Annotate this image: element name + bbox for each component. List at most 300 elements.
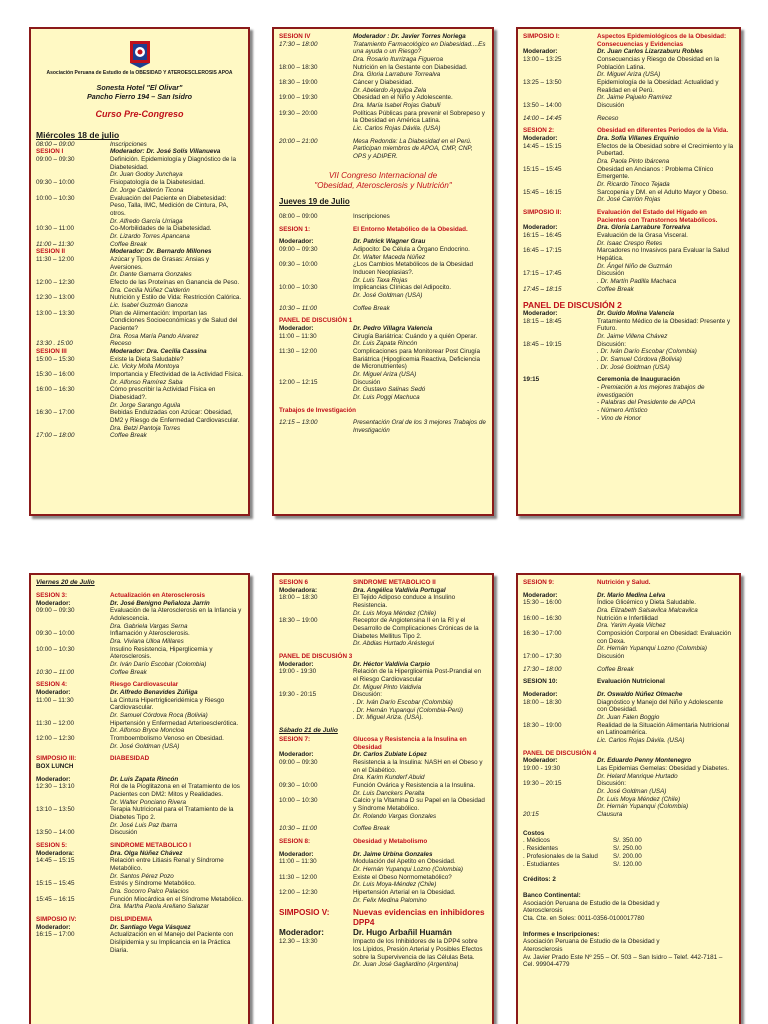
talk-title: Discusión: xyxy=(597,780,627,788)
moderator-name: Dr. Alfredo Benavides Zúñiga xyxy=(110,688,198,696)
time-slot: SIMPOSIO IV: xyxy=(36,916,77,924)
session-row xyxy=(36,148,243,156)
moderator-label: Moderador: xyxy=(279,751,314,759)
time-slot: SESIÓN 4: xyxy=(36,681,68,689)
talk-title: Dra. Elizabeth Salsavilca Malcavilca xyxy=(597,607,698,615)
moderator-label: Moderador: xyxy=(36,775,71,783)
session-title: Aspectos Epidemiológicos de la Obesidad: Consecuencias y Evidencias xyxy=(597,33,727,48)
time-slot: 13:50 – 14:00 xyxy=(36,829,75,837)
schedule-row xyxy=(36,880,243,888)
talk-title: Dra. Karim Kunderf Abuid xyxy=(353,774,425,782)
cost-amount: S/. 120.00 xyxy=(613,860,642,868)
moderator-label: Moderador: xyxy=(279,928,325,938)
talk-title: Lic. Vicky Molla Montoya xyxy=(110,363,180,371)
talk-title: Dr. Iván Darío Escobar (Colombia) xyxy=(110,660,207,668)
schedule-row xyxy=(36,822,243,830)
talk-title: Dr. Hernán Yupanqui Lozno (Colombia) xyxy=(353,866,464,874)
talk-title: Discusión xyxy=(353,378,381,386)
detail-line: Cta. Cte. en Soles: 0011-0356-0100017780 xyxy=(523,914,645,922)
talk-title: Resistencia a la Insulina: NASH en el Obeso y en el Diabético. xyxy=(353,759,483,774)
schedule-row xyxy=(36,233,243,241)
moderator-row xyxy=(36,600,243,608)
section-heading: Trabajos de Investigación xyxy=(279,406,356,414)
cost-amount: S/. 250.00 xyxy=(613,845,642,853)
time-slot: 12:00 – 12:30 xyxy=(279,889,318,897)
time-slot: 09:00 – 09:30 xyxy=(36,156,75,164)
schedule-row xyxy=(36,896,243,904)
org-name: Asociación Peruana de Estudio de la OBESIDAD Y ATEROESCLEROSIS APOA xyxy=(46,70,233,76)
cost-amount: S/. 200.00 xyxy=(613,852,642,860)
talk-title: Consecuencias y Riesgo de Obesidad en la Población Latina. xyxy=(597,56,720,71)
time-slot: 13:50 – 14:00 xyxy=(523,102,562,110)
schedule-row xyxy=(279,333,487,341)
schedule-2 xyxy=(523,310,734,422)
time-slot: 19:00 – 19:30 xyxy=(279,94,318,102)
talk-title: Dr. Helard Manrique Hurtado xyxy=(597,772,678,780)
session-row xyxy=(523,33,734,48)
schedule-row xyxy=(36,669,243,677)
moderator-row xyxy=(523,757,734,765)
schedule-row xyxy=(279,94,487,102)
time-slot: 18:45 – 19:15 xyxy=(523,340,562,348)
time-slot: 11:30 – 12:00 xyxy=(36,255,75,263)
course-title: Curso Pre-Congreso xyxy=(95,109,184,120)
simposio-5-moderator-row xyxy=(279,928,487,938)
schedule-row xyxy=(36,195,243,218)
schedule-row xyxy=(279,691,487,699)
time-slot: SESION I xyxy=(36,148,64,156)
session-title: Moderador : Dr. Javier Torres Noriega xyxy=(353,33,466,40)
moderator-name: Dr. Eduardo Penny Montenegro xyxy=(597,757,692,765)
moderator-name: Dr. Patrick Wagner Grau xyxy=(353,238,426,246)
session-row xyxy=(279,838,487,846)
schedule xyxy=(523,33,734,294)
time-slot: 11:30 – 12:00 xyxy=(279,873,318,881)
schedule-row xyxy=(36,371,243,379)
schedule-row xyxy=(279,707,487,715)
time-slot: 18:30 – 19:00 xyxy=(523,721,562,729)
schedule-row xyxy=(36,661,243,669)
schedule-row xyxy=(279,897,487,905)
talk-title: Receso xyxy=(597,114,619,122)
moderator-label: Moderador: xyxy=(36,923,71,931)
schedule-row xyxy=(36,225,243,233)
talk-title: Coffee Break xyxy=(597,665,634,673)
schedule-row xyxy=(279,79,487,87)
time-slot: 10:30 – 11:00 xyxy=(279,304,318,312)
schedule-row xyxy=(523,714,734,722)
time-slot: SESION II xyxy=(36,248,66,256)
apoa-logo-icon xyxy=(127,39,153,69)
talk-title: Coffee Break xyxy=(597,285,634,293)
talk-title: Rol de la Pioglitazona en el Tratamiento de los Pacientes con DM2: Mitos y Realidades. xyxy=(110,783,240,799)
moderator-row xyxy=(36,924,243,932)
time-slot: 16:30 – 17:00 xyxy=(36,409,75,417)
schedule-row xyxy=(36,310,243,333)
time-slot: 19:00 - 19:30 xyxy=(279,668,317,676)
time-slot: 15:30 – 16:00 xyxy=(523,599,562,607)
moderator-label: Moderador: xyxy=(523,135,558,143)
talk-title: Insulino Resistencia, Hiperglicemia y Aterosclerosis. xyxy=(110,645,213,661)
talk-title: Cómo prescribir la Actividad Física en Diabesidad?. xyxy=(110,386,216,401)
session-title: Moderador: Dra. Cecilia Cassina xyxy=(110,347,207,355)
talk-title: Definición. Epidemiología y Diagnóstico de la Diabetesidad. xyxy=(110,156,237,171)
apoa-logo xyxy=(36,39,243,69)
schedule-row xyxy=(279,284,487,292)
talk-title: . Dr. Samuel Córdova (Bolivia) xyxy=(597,355,682,363)
bank-details xyxy=(523,900,734,923)
moderator-label: Moderador: xyxy=(279,238,314,246)
talk-title: Dr. Abdias Hurtado Aréstegui xyxy=(353,640,435,648)
moderator-row xyxy=(523,48,734,56)
time-slot: 20:15 xyxy=(523,811,539,819)
time-slot: 10:30 – 11:00 xyxy=(36,225,75,233)
schedule-row xyxy=(36,712,243,720)
session-row xyxy=(279,33,487,41)
schedule-row xyxy=(523,56,734,71)
talk-title: Discusión: xyxy=(353,691,383,699)
time-slot: 11:00 – 11:30 xyxy=(36,240,74,248)
schedule-row xyxy=(523,143,734,158)
moderator-label: Moderador: xyxy=(523,48,558,56)
time-slot: SIMPOSIO I: xyxy=(523,33,560,40)
program-panel-6 xyxy=(516,573,741,1024)
talk-title: Sarcopenia y DM. en el Adulto Mayor y Obeso. xyxy=(597,188,728,196)
schedule-row xyxy=(279,813,487,821)
time-slot: 18:30 – 19:00 xyxy=(279,79,318,87)
talk-title: Dra. Betzi Pantoja Torres xyxy=(110,424,181,432)
time-slot: 15:45 – 16:15 xyxy=(523,188,562,196)
talk-title: Dr. Luis Danckers Peralta xyxy=(353,789,425,797)
talk-title: Dr. Luis Taxa Rojas xyxy=(353,276,408,284)
talk-title: Políticas Públicas para prevenir el Sobrepeso y la Obesidad en América Latina. xyxy=(353,109,485,125)
talk-title: Calcio y la Vitamina D su Papel en la Obesidad y Síndrome Metabólico. xyxy=(353,797,485,813)
schedule-row xyxy=(523,773,734,781)
time-slot: 16:00 – 16:30 xyxy=(523,614,562,622)
schedule-row xyxy=(523,196,734,204)
talk-title: Diagnóstico y Manejo del Niño y Adolescente con Obesidad. xyxy=(597,698,724,714)
schedule-row xyxy=(36,356,243,364)
moderator-name: Dr. Luis Zapata Rincón xyxy=(110,775,179,783)
session-row xyxy=(36,592,243,600)
cost-row xyxy=(523,837,734,845)
venue xyxy=(36,83,243,102)
section-heading: PANEL DE DISCUSIÓN 1 xyxy=(279,317,353,325)
talk-title: Modulación del Apetito en Obesidad. xyxy=(353,858,456,866)
schedule-row xyxy=(523,318,734,333)
moderator-row xyxy=(523,224,734,232)
schedule-row xyxy=(36,623,243,631)
talk-title: Composición Corporal en Obesidad: Evaluación con Dexa. xyxy=(597,630,732,645)
moderator-name: Dra. Sofía Villanes Erquinio xyxy=(597,135,679,143)
info-heading: Informes e Inscripciones: xyxy=(523,930,600,938)
talk-title: . Dr. Martín Padilla Machaca xyxy=(597,278,677,286)
talk-title: Evaluación de la Aterosclerosis en la Infancia y Adolescencia. xyxy=(110,607,242,622)
talk-title: Impacto de los Inhibidores de la DPP4 sobre los Lípidos, Presión Arterial y Posibles Efectos sobre la Supervivencia de las Células Beta. xyxy=(353,938,483,961)
time-slot: 09:00 – 09:30 xyxy=(279,246,318,254)
time-slot: 09:00 – 09:30 xyxy=(279,759,318,767)
time-slot: 19:15 xyxy=(523,376,540,384)
schedule-row xyxy=(279,87,487,95)
talk-title: Azúcar y Tipos de Grasas: Ansias y Aversiones. xyxy=(110,255,210,271)
program-panel-3 xyxy=(516,27,741,516)
schedule-row xyxy=(36,379,243,387)
time-slot: 15:15 – 15:45 xyxy=(523,165,562,173)
talk-title: Receptor de Angiotensina II en la RI y el Desarrollo de Complicaciones Crónicas de la Diabetes Mellitus Tipo 2. xyxy=(353,617,479,640)
talk-title: Discusión xyxy=(110,829,138,837)
schedule-row xyxy=(36,425,243,433)
schedule-row xyxy=(36,340,243,348)
schedule-row xyxy=(279,714,487,722)
detail-line: Asociación Peruana de Estudio de la Obesidad y xyxy=(523,938,660,946)
costs-list xyxy=(523,837,734,868)
talk-title: Dr. José Goldman (USA) xyxy=(597,788,667,796)
moderator-label: Moderador: xyxy=(279,850,314,858)
talk-title: Dr. Miguel Pinto Valdivia xyxy=(353,683,422,691)
schedule-row xyxy=(36,179,243,187)
schedule-row xyxy=(36,638,243,646)
detail-line: Av. Javier Prado Este Nº 255 – Of. 503 – San Isidro – Telef. 442-7181 – Cel. 99904-4779 xyxy=(523,953,723,969)
time-slot: 09:30 – 10:00 xyxy=(36,179,75,187)
schedule-row xyxy=(279,394,487,402)
time-slot: 12.30 – 13:30 xyxy=(279,938,318,946)
schedule-row xyxy=(36,171,243,179)
talk-title: Dr. Miguel Ariza (USA) xyxy=(353,371,417,379)
schedule-row xyxy=(279,340,487,348)
schedule-row xyxy=(279,790,487,798)
talk-title: Dr. Rolando Vargas Gonzales xyxy=(353,812,437,820)
schedule-row xyxy=(523,263,734,271)
schedule-row xyxy=(523,737,734,745)
time-slot: 11:00 – 11:30 xyxy=(279,332,317,340)
session-row xyxy=(36,755,243,763)
cost-amount: S/. 350.00 xyxy=(613,837,642,845)
schedule-row xyxy=(36,187,243,195)
talk-title: Dra. Martha Paola Arellano Salazar xyxy=(110,903,209,911)
schedule-row xyxy=(279,41,487,56)
schedule-row xyxy=(36,218,243,226)
talk-title: Discusión xyxy=(597,102,625,110)
time-slot: SESIÓN 9: xyxy=(523,579,555,586)
talk-title: La Cintura Hipertrigliceridémica y Riesgo Cardiovascular. xyxy=(110,696,225,712)
talk-title: Receso xyxy=(110,340,132,348)
moderator-row xyxy=(279,751,487,759)
time-slot: 12:15 – 13:00 xyxy=(279,419,318,427)
session-row xyxy=(279,226,487,234)
time-slot: 19:30 – 20:15 xyxy=(523,780,562,788)
time-slot: 10:30 – 11:00 xyxy=(279,825,318,833)
talk-title: Dr. Santos Pérez Pozo xyxy=(110,872,174,880)
talk-title: Evaluación del Paciente en Diabetesidad: Peso, Talla, IMC, Medición de Cintura, PA, otros. xyxy=(110,194,229,217)
talk-title: Inscripciones xyxy=(110,140,147,148)
talk-title: Inscripciones xyxy=(353,213,390,220)
schedule-row xyxy=(523,803,734,811)
time-slot: SESIÓN 2: xyxy=(523,127,555,135)
talk-title: Tratamiento Médico de la Obesidad: Presente y Futuro. xyxy=(597,317,731,333)
talk-title: Coffee Break xyxy=(110,432,147,440)
talk-title: Co-Morbilidades de la Diabetesidad. xyxy=(110,225,212,233)
time-slot: SESIÓN 10: xyxy=(523,678,558,686)
program-panel-4 xyxy=(29,573,250,1024)
schedule-row xyxy=(279,305,487,313)
costs-heading: Costos xyxy=(523,829,545,837)
talk-title: . Dr. Iván Darío Escobar (Colombia) xyxy=(597,348,697,356)
session-row xyxy=(523,127,734,135)
talk-title: . Dr. Iván Darío Escobar (Colombia) xyxy=(353,699,453,707)
session-title: Glucosa y Resistencia a la Insulina en Obesidad xyxy=(353,736,467,751)
talk-title: Dr. Juan Falen Boggio xyxy=(597,714,660,722)
moderator-label: Moderador: xyxy=(523,224,558,232)
moderator-row xyxy=(279,238,487,246)
session-row xyxy=(523,209,734,224)
schedule-row xyxy=(279,668,487,683)
time-slot: 09:30 – 10:00 xyxy=(279,782,318,790)
time-slot: 12:30 – 13:10 xyxy=(36,783,75,791)
schedule-row xyxy=(523,615,734,623)
time-slot: 18:00 – 18:30 xyxy=(279,63,318,71)
talk-title: Marcadores no Invasivos para Evaluar la Salud Hepática. xyxy=(597,247,729,263)
schedule-row xyxy=(36,727,243,735)
schedule-row xyxy=(523,811,734,819)
schedule-row xyxy=(36,279,243,287)
time-slot: 18:30 – 19:00 xyxy=(279,617,318,625)
talk-title: Mesa Redonda: La Diabesidad en el Perú. Participan miembros de APOA, CMP, CNP, OPS y ADIPER. xyxy=(353,137,473,161)
talk-title: Realidad de la Situación Alimentaria Nutricional en Latinoamérica. xyxy=(597,721,730,737)
time-slot: 20:00 – 21:00 xyxy=(279,137,318,145)
talk-title: Dr. Luis Moya-Méndez (Chile) xyxy=(353,881,437,889)
session-title: Riesgo Cardiovascular xyxy=(110,681,179,689)
talk-title: Lic. Carlos Rojas Dávila. (USA) xyxy=(353,125,441,133)
moderator-name: Dr. Carlos Zubiate López xyxy=(353,751,427,759)
day-heading: Jueves 19 de Julio xyxy=(279,197,350,207)
simposio-5-label: SIMPOSIO V: xyxy=(279,908,330,918)
schedule-row xyxy=(279,419,487,434)
schedule-row xyxy=(523,384,734,399)
schedule-row xyxy=(523,622,734,630)
talk-title: Fisiopatología de la Diabetesidad. xyxy=(110,179,205,187)
cost-category: . Médicos xyxy=(523,837,550,845)
talk-title: Dr. Lizardo Torres Apancana xyxy=(110,232,190,240)
talk-title: Bebidas Endulzadas con Azúcar: Obesidad, DM2 y Riesgo de Enfermedad Cardiovascular. xyxy=(110,409,240,424)
schedule-row xyxy=(279,56,487,64)
time-slot: 17:45 – 18:15 xyxy=(523,285,562,293)
time-slot: 13:00 – 13:25 xyxy=(523,56,562,64)
time-slot: 16:30 – 17:00 xyxy=(523,630,562,638)
talk-title: Dra. Cecilia Núñez Calderón xyxy=(110,286,190,294)
schedule-row xyxy=(523,158,734,166)
talk-title: Dr. Isaac Crespo Retes xyxy=(597,239,663,247)
time-slot: 12:00 – 12:30 xyxy=(36,278,75,286)
talk-title: Cirugía Bariátrica: Cuándo y a quién Operar. xyxy=(353,332,478,340)
schedule-row xyxy=(523,645,734,653)
time-slot: 10:00 – 10:30 xyxy=(279,284,318,292)
schedule-row xyxy=(523,699,734,714)
cost-row xyxy=(523,861,734,869)
schedule-row xyxy=(36,931,243,954)
talk-title: Dr. Alfredo García Urriaga xyxy=(110,217,183,225)
schedule-row xyxy=(279,213,487,221)
time-slot: 15:00 – 15:30 xyxy=(36,355,75,363)
talk-title: Dr. Walter Ponciano Rivera xyxy=(110,798,186,806)
schedule-row xyxy=(279,866,487,874)
schedule-row xyxy=(279,261,487,276)
time-slot: 16:45 – 17:15 xyxy=(523,247,562,255)
congress-line-1: VII Congreso Internacional de xyxy=(328,170,438,180)
talk-title: Obesidad en el Niño y Adolescente. xyxy=(353,94,453,102)
session-row xyxy=(36,916,243,924)
schedule-row xyxy=(279,797,487,812)
time-slot: 09:30 – 10:00 xyxy=(36,630,75,638)
moderator-name: Dr. Jaime Urbina Gonzales xyxy=(353,850,433,858)
schedule-row xyxy=(279,610,487,618)
schedule-row xyxy=(523,94,734,102)
talk-title: Efectos de la Obesidad sobre el Crecimiento y la Pubertad. xyxy=(597,142,734,158)
time-slot: 11:30 – 12:00 xyxy=(36,719,75,727)
time-slot: SESION IV xyxy=(279,33,311,40)
schedule-row xyxy=(523,599,734,607)
talk-title: Relación entre Litiasis Renal y Síndrome Metabólico. xyxy=(110,857,224,873)
talk-title: Discusión xyxy=(597,653,625,661)
schedule-row xyxy=(523,399,734,407)
schedule-row xyxy=(279,102,487,110)
session-title: El Entorno Metabólico de la Obesidad. xyxy=(353,225,468,233)
talk-title: Importancia y Efectividad de la Actividad Física. xyxy=(110,370,243,378)
time-slot: 08:00 – 09:00 xyxy=(36,140,75,148)
schedule-row xyxy=(523,240,734,248)
moderator-label: Moderadora: xyxy=(36,849,75,857)
schedule-row xyxy=(36,829,243,837)
time-slot: 11:00 – 11:30 xyxy=(279,858,317,866)
talk-title: Dr. Jaime Villena Chávez xyxy=(597,332,668,340)
talk-title: Dr. Dante Gamarra Gonzales xyxy=(110,271,192,279)
schedule-row xyxy=(523,270,734,278)
schedule-row xyxy=(523,376,734,384)
talk-title: Implicancias Clínicas del Adipocito. xyxy=(353,284,451,292)
session-title: Moderador: Dr. Bernardo Millones xyxy=(110,248,212,256)
talk-title: Dra. Rosario Iturrizaga Figueroa xyxy=(353,56,443,64)
talk-title: Las Epidemias Gemelas: Obesidad y Diabetes. xyxy=(597,765,729,773)
schedule-row xyxy=(279,858,487,866)
cost-category: . Profesionales de la Salud xyxy=(523,852,598,860)
time-slot: 10:30 – 11:00 xyxy=(36,668,75,676)
talk-title: Dra. Socorro Palco Palacios xyxy=(110,888,189,896)
schedule-row xyxy=(279,277,487,285)
schedule-row xyxy=(279,699,487,707)
time-slot: 10:00 – 10:30 xyxy=(36,645,75,653)
moderator-name: Dr. Hugo Arbañil Huamán xyxy=(353,928,452,938)
time-slot: 10:00 – 10:30 xyxy=(279,797,318,805)
schedule-row xyxy=(36,156,243,171)
talk-title: Discusión xyxy=(597,270,625,278)
time-slot: 12:00 – 12:15 xyxy=(279,378,318,386)
schedule-row xyxy=(279,292,487,300)
session-row xyxy=(523,579,734,587)
talk-title: Función Miocárdica en el Síndrome Metabólico. xyxy=(110,895,244,903)
schedule-row xyxy=(523,765,734,773)
time-slot: 17:00 – 17:30 xyxy=(523,653,562,661)
talk-title: Dra. María Isabel Rojas Gabulli xyxy=(353,102,441,110)
day-heading: Viernes 20 de Julio xyxy=(36,579,95,586)
time-slot: SIMPOSIO III: xyxy=(36,755,77,763)
schedule-row xyxy=(279,684,487,692)
talk-title: Dr. Samuel Córdova Roca (Bolivia) xyxy=(110,712,208,719)
moderator-name: Dra. Olga Núñez Chávez xyxy=(110,849,183,857)
schedule-end xyxy=(279,938,487,969)
schedule-row xyxy=(523,166,734,181)
talk-title: Dr. Miguel Ariza (USA) xyxy=(597,71,661,79)
time-slot: 19:30 – 20:00 xyxy=(279,109,318,117)
talk-title: - Palabras del Presidente de APOA xyxy=(597,399,696,407)
